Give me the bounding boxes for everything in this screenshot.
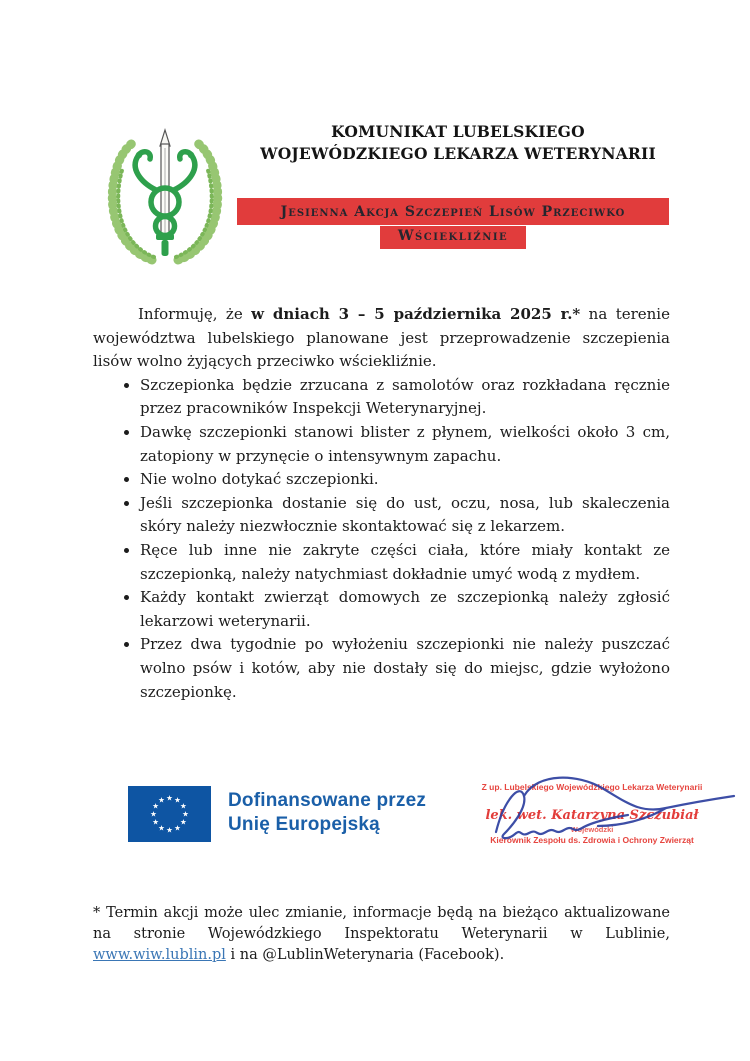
list-item: • Każdy kontakt zwierząt domowych ze szczepionką należy zgłosić lekarzowi weterynarii. — [140, 586, 670, 633]
document-title — [240, 121, 676, 165]
caduceus-laurel-icon — [100, 126, 230, 266]
svg-text:★: ★ — [158, 795, 165, 805]
intro-dates-bold: w dniach 3 – 5 października 2025 r.* — [251, 305, 581, 323]
svg-text:★: ★ — [166, 793, 173, 803]
svg-text:★: ★ — [182, 809, 189, 819]
svg-text:★: ★ — [180, 817, 187, 827]
svg-text:★: ★ — [174, 795, 181, 805]
footnote-suffix: i na @LublinWeterynaria (Facebook). — [225, 947, 505, 963]
website-link[interactable]: www.wiw.lublin.pl — [93, 947, 226, 963]
list-item: • Jeśli szczepionka dostanie się do ust, oczu, nosa, lub skaleczenia skóry należy niezwłocznie skontaktować się z lekarzem. — [140, 492, 670, 539]
eu-funding-line2: Unię Europejską — [228, 814, 380, 835]
list-item: • Szczepionka będzie zrzucana z samolotów oraz rozkładana ręcznie przez pracowników Inspekcji Weterynaryjnej. — [140, 374, 670, 421]
intro-prefix: Informuję, że — [138, 305, 252, 323]
list-item: • Nie wolno dotykać szczepionki. — [140, 468, 670, 492]
svg-text:★: ★ — [152, 817, 159, 827]
document-title-line1: KOMUNIKAT LUBELSKIEGO — [331, 122, 585, 141]
eu-funding-line1: Dofinansowane przez — [228, 790, 427, 811]
veterinary-inspection-logo — [100, 126, 230, 266]
eu-funding-text — [228, 789, 426, 837]
intro-suffix: na terenie województwa lubelskiego planowane jest przeprowadzenie szczepienia lisów wolno żyjących przeciwko wściekliźnie. — [93, 305, 670, 371]
stamp-role-line: Kierownik Zespołu ds. Zdrowia i Ochrony Zwierząt — [490, 835, 694, 845]
stamp-name: lek. wet. Katarzyna Szczubiał — [485, 808, 699, 823]
svg-text:★: ★ — [166, 825, 173, 835]
svg-text:★: ★ — [158, 823, 165, 833]
eu-flag-icon — [128, 786, 211, 842]
list-item: • Przez dwa tygodnie po wyłożeniu szczepionki nie należy puszczać wolno psów i kotów, aby nie dostały się do miejsc, gdzie wyłożono szczepionkę. — [140, 633, 670, 704]
stamp-authority-line: Z up. Lubelskiego Wojewódzkiego Lekarza Weterynarii — [481, 782, 703, 792]
official-stamp — [452, 782, 732, 846]
list-item: • Ręce lub inne nie zakryte części ciała, które miały kontakt ze szczepionką, należy natychmiast dokładnie umyć wodą z mydłem. — [140, 539, 670, 586]
svg-text:★: ★ — [152, 801, 159, 811]
footnote-prefix: * Termin akcji może ulec zmianie, informacje będą na bieżąco aktualizowane na stronie Wojewódzkiego Inspektoratu Weterynarii w Lublinie, — [93, 905, 670, 942]
svg-text:★: ★ — [180, 801, 187, 811]
eu-funding-block — [128, 786, 426, 842]
stamp-obscured-line: Wojewódzki — [570, 825, 614, 834]
vaccination-info-list — [93, 374, 670, 704]
banner-line1: Jesienna Akcja Szczepień Lisów Przeciwko — [237, 198, 669, 225]
svg-text:★: ★ — [150, 809, 157, 819]
intro-paragraph — [93, 303, 670, 374]
banner-line2: Wściekliźnie — [380, 226, 526, 249]
document-title-line2: WOJEWÓDZKIEGO LEKARZA WETERYNARII — [260, 144, 656, 163]
svg-text:★: ★ — [174, 823, 181, 833]
footnote — [93, 903, 670, 966]
list-item: • Dawkę szczepionki stanowi blister z płynem, wielkości około 3 cm, zatopiony w przynęcie o intensywnym zapachu. — [140, 421, 670, 468]
campaign-banner — [237, 198, 669, 249]
document-body — [93, 303, 670, 704]
